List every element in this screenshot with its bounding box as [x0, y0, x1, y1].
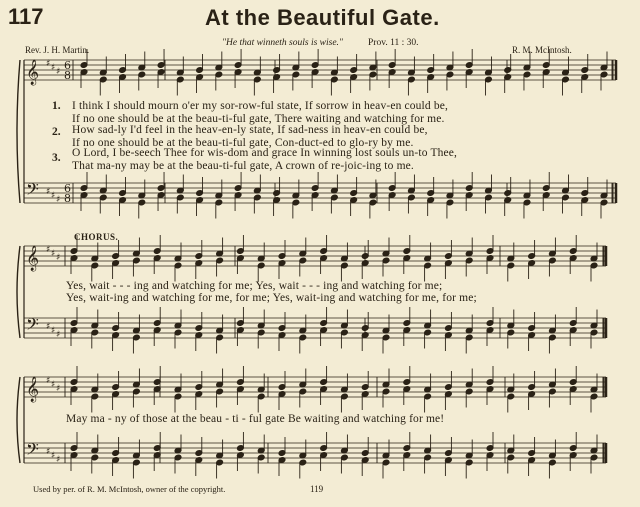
sharp-sign: ♯	[46, 447, 51, 457]
sharp-sign: ♯	[51, 451, 56, 461]
verse-3-line-1: O Lord, I be-seech Thee for wis-dom and grace In winning lost souls un-to Thee,	[72, 147, 458, 159]
sharp-sign: ♯	[51, 249, 56, 259]
sharp-sign: ♯	[51, 380, 56, 390]
time-signature-top: 6	[64, 182, 71, 195]
bass-clef: 𝄢	[26, 439, 39, 463]
time-signature-bottom: 8	[64, 192, 71, 205]
sharp-sign: ♯	[46, 245, 51, 255]
time-signature-top: 6	[64, 59, 71, 72]
scripture-reference: Prov. 11 : 30.	[368, 38, 419, 48]
verse-1-number: 1.	[52, 100, 61, 112]
lyricist: Rev. J. H. Martin.	[25, 45, 90, 55]
sharp-sign: ♯	[56, 253, 61, 263]
verse-1-line-2: If no one should be at the beau-ti-ful gate, There waiting and watching for me.	[72, 113, 445, 125]
verse-2-line-1: How sad-ly I'd feel in the heav-en-ly state, If sad-ness in heav-en could be,	[72, 124, 428, 136]
sharp-sign: ♯	[51, 191, 56, 201]
sharp-sign: ♯	[56, 455, 61, 465]
sharp-sign: ♯	[51, 326, 56, 336]
sharp-sign: ♯	[56, 67, 61, 77]
page-number: 119	[310, 484, 324, 494]
hymn-number: 117	[8, 4, 44, 29]
sharp-sign: ♯	[56, 195, 61, 205]
hymn-title: At the Beautiful Gate.	[205, 5, 440, 30]
sharp-sign: ♯	[46, 59, 51, 69]
sharp-sign: ♯	[46, 322, 51, 332]
sharp-sign: ♯	[46, 187, 51, 197]
verse-3-line-2: That ma-ny may be at the beau-ti-ful gate, A crown of re-joic-ing to me.	[72, 160, 414, 172]
sharp-sign: ♯	[46, 376, 51, 386]
verse-1-line-1: I think I should mourn o'er my sor-row-ful state, If sorrow in heav-en could be,	[72, 100, 449, 112]
chorus-label: CHORUS.	[74, 232, 119, 242]
composer: R. M. McIntosh.	[512, 45, 572, 55]
chorus-line-1: Yes, wait - - - ing and watching for me; Yes, wait - - - ing and watching for me;	[66, 280, 443, 292]
verse-2-number: 2.	[52, 126, 61, 138]
epigraph: "He that winneth souls is wise."	[222, 38, 343, 48]
treble-clef: 𝄞	[26, 377, 40, 402]
sharp-sign: ♯	[56, 330, 61, 340]
sharp-sign: ♯	[51, 63, 56, 73]
verse-2-line-2: If no one should be at the beau-ti-ful gate, Con-duct-ed to glo-ry by me.	[72, 137, 414, 149]
chorus-line-3: May ma - ny of those at the beau - ti - ful gate Be waiting and watching for me!	[66, 413, 445, 425]
treble-clef: 𝄞	[26, 60, 40, 85]
treble-clef: 𝄞	[26, 246, 40, 271]
verse-3-number: 3.	[52, 152, 61, 164]
time-signature-bottom: 8	[64, 69, 71, 82]
copyright-note: Used by per. of R. M. McIntosh, owner of the copyright.	[33, 484, 226, 494]
bass-clef: 𝄢	[26, 314, 39, 338]
chorus-line-2: Yes, wait-ing and watching for me, for me; Yes, wait-ing and watching for me, for me;	[66, 292, 477, 304]
bass-clef: 𝄢	[26, 179, 39, 203]
sharp-sign: ♯	[56, 384, 61, 394]
